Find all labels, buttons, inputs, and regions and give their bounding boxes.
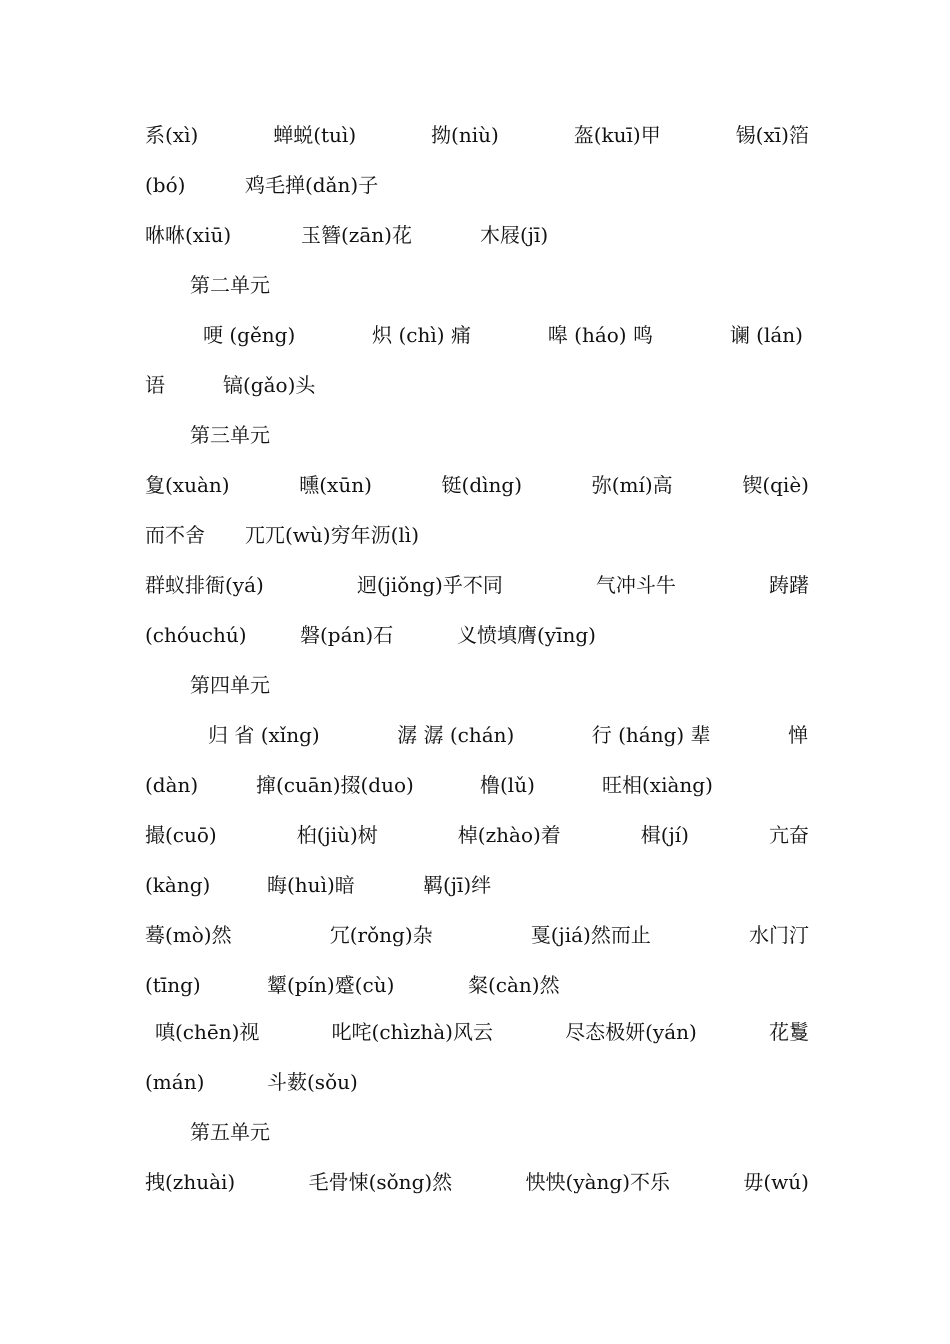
vocab-term: 羁(jī)绊	[423, 873, 492, 897]
vocab-term: 木屐(jī)	[480, 223, 549, 247]
vocab-term: 踌躇	[769, 573, 809, 597]
vocab-term: 拗(niù)	[431, 123, 499, 147]
text-line	[145, 220, 809, 250]
text-line	[145, 570, 809, 600]
vocab-term: 棹(zhào)着	[457, 823, 561, 847]
vocab-term: 蓦(mò)然	[145, 923, 232, 947]
vocab-term: 拽(zhuài)	[145, 1170, 236, 1194]
text-line	[145, 370, 809, 400]
vocab-term: 而不舍	[145, 523, 205, 547]
vocab-term: 弥(mí)高	[591, 473, 673, 497]
text-line	[155, 1017, 809, 1047]
vocab-term: 磐(pán)石	[300, 623, 394, 647]
vocab-term: 花鬘	[768, 1020, 809, 1044]
vocab-term: 夐(xuàn)	[145, 473, 230, 497]
vocab-term: 义愤填膺(yīng)	[457, 623, 596, 647]
vocab-term: 群蚁排衙(yá)	[145, 573, 264, 597]
text-line	[145, 470, 809, 500]
vocab-term: 戛(jiá)然而止	[530, 923, 651, 947]
vocab-term: 水门汀	[748, 923, 809, 947]
vocab-term: 归 省 (xǐng)	[208, 723, 320, 747]
vocab-term: (bó)	[145, 173, 186, 197]
section-heading: 第二单元	[190, 273, 270, 297]
vocab-term: 镐(gǎo)头	[223, 373, 316, 397]
vocab-term: 鸡毛掸(dǎn)子	[245, 173, 379, 197]
vocab-term: 嗥 (háo) 鸣	[547, 323, 653, 347]
vocab-term: 亢奋	[768, 823, 809, 847]
vocab-term: 铤(dìng)	[441, 473, 523, 497]
vocab-term: 迥(jiǒng)乎不同	[356, 573, 503, 597]
vocab-term: 盔(kuī)甲	[573, 123, 661, 147]
section-heading: 第三单元	[190, 423, 270, 447]
text-line	[203, 320, 803, 350]
vocab-term: 撺(cuān)掇(duo)	[256, 773, 414, 797]
text-line	[145, 970, 809, 1000]
vocab-term: 咻咻(xiū)	[145, 223, 232, 247]
vocab-term: 系(xì)	[145, 123, 199, 147]
text-line	[145, 1067, 809, 1097]
vocab-term: 兀兀(wù)穷年沥(lì)	[245, 523, 420, 547]
vocab-term: (tīng)	[145, 973, 201, 997]
text-line	[145, 1167, 809, 1197]
vocab-term: 楫(jí)	[640, 823, 689, 847]
vocab-term: 潺 潺 (chán)	[397, 723, 515, 747]
vocab-term: 嗔(chēn)视	[155, 1020, 260, 1044]
vocab-term: 桕(jiù)树	[296, 823, 378, 847]
vocab-term: 颦(pín)蹙(cù)	[267, 973, 395, 997]
vocab-term: 行 (háng) 辈	[591, 723, 711, 747]
text-line	[145, 520, 809, 550]
vocab-term: 语	[145, 373, 165, 397]
text-line	[145, 620, 809, 650]
text-line	[208, 720, 808, 750]
vocab-term: 旺相(xiàng)	[602, 773, 713, 797]
vocab-term: 毋(wú)	[743, 1170, 809, 1194]
vocab-term: 晦(huì)暗	[267, 873, 355, 897]
vocab-term: 惮	[787, 723, 808, 747]
vocab-term: 叱咤(chìzhà)风云	[331, 1020, 493, 1044]
text-line	[145, 170, 809, 200]
vocab-term: 气冲斗牛	[595, 573, 676, 597]
vocab-term: 橹(lǔ)	[480, 773, 535, 797]
section-heading: 第五单元	[190, 1120, 270, 1144]
vocab-term: 哽 (gěng)	[203, 323, 296, 347]
text-line	[145, 770, 809, 800]
vocab-term: 斗薮(sǒu)	[267, 1070, 358, 1094]
vocab-term: 锲(qiè)	[742, 473, 809, 497]
vocab-term: (chóuchú)	[145, 623, 247, 647]
text-line	[145, 920, 809, 950]
text-line	[145, 820, 809, 850]
vocab-term: 怏怏(yàng)不乐	[525, 1170, 671, 1194]
vocab-term: 蝉蜕(tuì)	[273, 123, 357, 147]
vocab-term: 谰 (lán)	[729, 323, 803, 347]
vocab-term: (mán)	[145, 1070, 205, 1094]
vocab-term: 冗(rǒng)杂	[329, 923, 433, 947]
vocab-term: 粲(càn)然	[468, 973, 560, 997]
vocab-term: 尽态极妍(yán)	[565, 1020, 697, 1044]
vocab-term: (kàng)	[145, 873, 211, 897]
vocab-term: 撮(cuō)	[145, 823, 217, 847]
vocab-term: (dàn)	[145, 773, 199, 797]
vocab-term: 玉簪(zān)花	[301, 223, 412, 247]
text-line	[145, 120, 809, 150]
vocab-term: 锡(xī)箔	[735, 123, 809, 147]
vocab-term: 炽 (chì) 痛	[372, 323, 471, 347]
text-line	[145, 870, 809, 900]
vocab-term: 曛(xūn)	[299, 473, 372, 497]
section-heading: 第四单元	[190, 673, 270, 697]
vocab-term: 毛骨悚(sǒng)然	[308, 1170, 453, 1194]
